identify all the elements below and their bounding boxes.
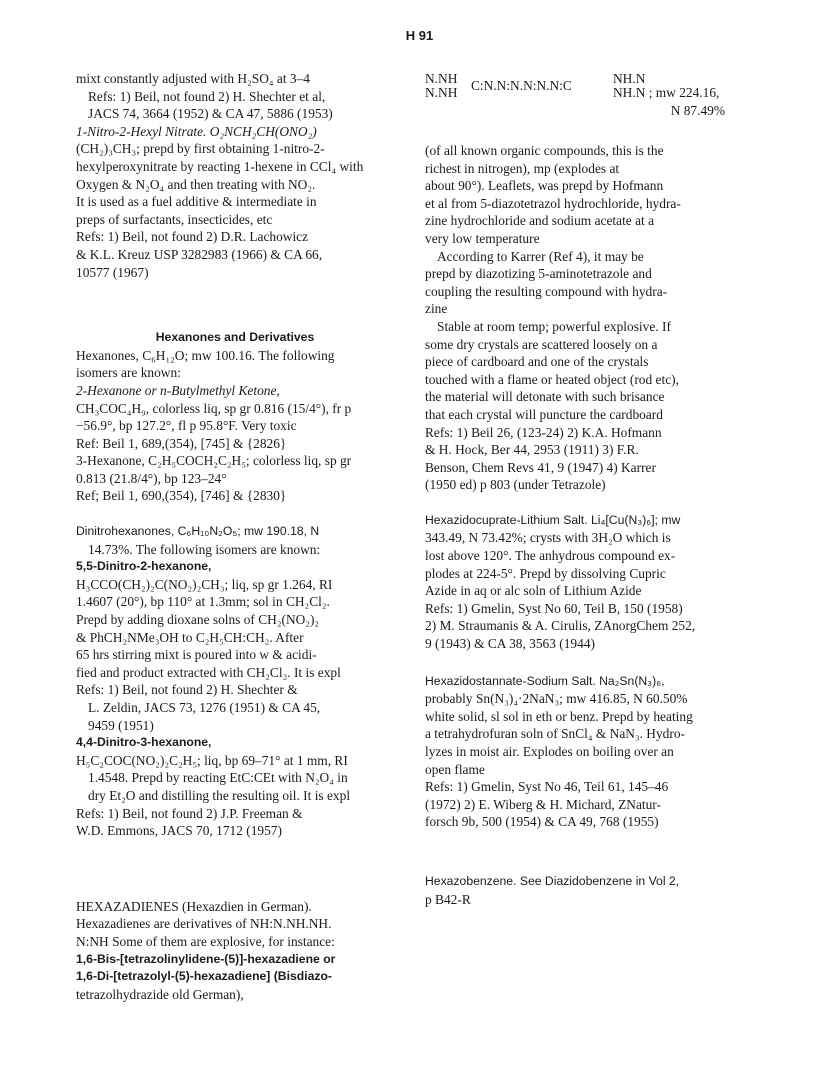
text-line: a tetrahydrofuran soln of SnCl₄ & NaN₃. Hydro- [425, 726, 685, 742]
text-line: Azide in aq or alc soln of Lithium Azide [425, 583, 642, 599]
text-line: & K.L. Kreuz USP 3282983 (1966) & CA 66, [76, 246, 323, 262]
text-line: W.D. Emmons, JACS 70, 1712 (1957) [76, 823, 282, 839]
text-line: 2-Hexanone or n-Butylmethyl Ketone, [76, 382, 280, 398]
text-line: the material will detonate with such brisance [425, 389, 665, 405]
text-line: 1,6-Di-[tetrazolyl-(5)-hexazadiene] (Bisdiazo- [76, 969, 332, 984]
text-line: isomers are known: [76, 365, 181, 381]
formula-left-top: N.NH [425, 71, 458, 86]
text-line: piece of cardboard and one of the crystals [425, 354, 649, 370]
text-line: Benson, Chem Revs 41, 9 (1947) 4) Karrer [425, 459, 656, 475]
text-line: zine hydrochloride and sodium acetate at a [425, 213, 655, 229]
text-line: & H. Hock, Ber 44, 2953 (1911) 3) F.R. [425, 442, 639, 458]
hexazidostannate-block [425, 673, 745, 831]
text-line: Refs: 1) Beil 26, (123-24) 2) K.A. Hofmann [425, 424, 662, 440]
text-line: 14.73%. The following isomers are known: [88, 541, 321, 557]
text-line: 1.4548. Prepd by reacting EtC:CEt with N₂O₄ in [88, 770, 348, 786]
hexanones-block [76, 347, 394, 505]
text-line: richest in nitrogen), mp (explodes at [425, 160, 620, 176]
section-heading-hexanones: Hexanones and Derivatives [155, 330, 315, 345]
text-line: plodes at 224-5°. Prepd by dissolving Cupric [425, 565, 666, 581]
text-line: 10577 (1967) [76, 264, 149, 280]
text-line: Ref; Beil 1, 690,(354), [746] & {2830} [76, 488, 287, 504]
right-column [425, 70, 745, 908]
page-number: H 91 [405, 28, 434, 43]
formula-right-bottom: NH.N ; mw 224.16, [613, 85, 720, 100]
formula-left-bottom: N.NH [425, 85, 458, 100]
text-line: tetrazolhydrazide old German), [76, 986, 244, 1002]
text-line: et al from 5-diazotetrazol hydrochloride, hydra- [425, 195, 681, 211]
text-line: Stable at room temp; powerful explosive. If [437, 318, 671, 334]
text-line: (1950 ed) p 803 (under Tetrazole) [425, 477, 606, 493]
text-line: very low temperature [425, 230, 540, 246]
text-line: mixt constantly adjusted with H₂SO₄ at 3–4 [76, 71, 310, 86]
text-line: (1972) 2) E. Wiberg & H. Michard, ZNatur- [425, 796, 661, 812]
text-line: Oxygen & N₂O₄ and then treating with NO₂. [76, 176, 316, 192]
text-line: 9 (1943) & CA 38, 3563 (1944) [425, 636, 595, 652]
text-line: lyzes in moist air. Explodes on boiling over an [425, 744, 674, 759]
text-line: about 90°). Leaflets, was prepd by Hofmann [425, 178, 664, 194]
text-line: H₃CCO(CH₂)₂C(NO₂)₂CH₃; liq, sp gr 1.264, RI [76, 576, 333, 592]
text-line: Hexanones, C₆H₁₂O; mw 100.16. The following [76, 347, 335, 363]
intro-block [76, 70, 394, 281]
text-line: N:NH Some of them are explosive, for instance: [76, 933, 335, 949]
hexazobenzene-block [425, 873, 745, 908]
text-line: coupling the resulting compound with hydra- [425, 283, 668, 299]
entry-heading-dinitrohexanones: Dinitrohexanones, C₆H₁₀N₂O₅; mw 190.18, N [76, 524, 320, 539]
entry-heading-hexazadienes: HEXAZADIENES (Hexazdien in German). [76, 898, 312, 914]
formula-nitrogen: N 87.49% [670, 103, 725, 118]
text-line: (of all known organic compounds, this is the [425, 143, 664, 158]
text-line: p B42-R [425, 891, 471, 907]
text-line: (CH₂)₃CH₃; prepd by first obtaining 1-nitro-2- [76, 141, 325, 157]
text-line: 65 hrs stirring mixt is poured into w & acidi- [76, 647, 317, 663]
text-line: & PhCH₂NMe₃OH to C₂H₅CH:CH₂. After [76, 629, 304, 645]
text-line: Hexazadienes are derivatives of NH:N.NH.NH. [76, 916, 332, 932]
text-line: 1,6-Bis-[tetrazolinylidene-(5)]-hexazadiene or [76, 951, 336, 966]
structural-formula [425, 70, 745, 122]
text-line: It is used as a fuel additive & intermediate in [76, 194, 317, 210]
text-line: lost above 120°. The anhydrous compound ex- [425, 548, 676, 564]
text-line: white solid, sl sol in eth or benz. Prepd by heating [425, 708, 693, 724]
text-line: 343.49, N 73.42%; crysts with 3H₂O which is [425, 530, 671, 546]
formula-right-top: NH.N [613, 71, 646, 86]
text-line: JACS 74, 3664 (1952) & CA 47, 5886 (1953) [88, 106, 333, 122]
text-line: zine [425, 301, 448, 317]
text-line: Refs: 1) Gmelin, Syst No 60, Teil B, 150 (1958) [425, 600, 683, 616]
text-line: 0.813 (21.8/4°), bp 123–24° [76, 470, 227, 486]
entry-heading-5-5-dinitro: 5,5-Dinitro-2-hexanone, [76, 559, 212, 574]
text-line: hexylperoxynitrate by reacting 1-hexene in CCl₄ with [76, 158, 364, 174]
text-line: 2) M. Straumanis & A. Cirulis, ZAnorgChem 252, [425, 618, 696, 634]
text-line: that each crystal will puncture the cardboard [425, 406, 663, 422]
text-line: CH₃COC₄H₉, colorless liq, sp gr 0.816 (15/4°), fr p [76, 400, 352, 416]
text-line: 3-Hexanone, C₂H₅COCH₂C₂H₅; colorless liq, sp gr [76, 453, 352, 469]
text-line: 1.4607 (20°), bp 110° at 1.3mm; sol in CH₂Cl₂. [76, 594, 330, 610]
entry-heading-hexazidostannate: Hexazidostannate-Sodium Salt. Na₂Sn(N₃)₆, [425, 673, 665, 688]
text-line: prepd by diazotizing 5-aminotetrazole and [425, 266, 652, 282]
text-line: dry Et₂O and distilling the resulting oil. It is expl [88, 787, 351, 803]
text-line: Refs: 1) Beil, not found 2) J.P. Freeman & [76, 805, 303, 821]
text-line: −56.9°, bp 127.2°, fl p 95.8°F. Very toxic [76, 418, 297, 434]
dinitrohexanones-block [76, 523, 394, 840]
text-line: Prepd by adding dioxane solns of CH₂(NO₂)₂ [76, 612, 320, 628]
left-column [76, 70, 394, 1003]
text-line: touched with a flame or heated object (rod etc), [425, 371, 679, 387]
entry-heading-4-4-dinitro: 4,4-Dinitro-3-hexanone, [76, 735, 212, 750]
text-line: forsch 9b, 500 (1954) & CA 49, 768 (1955) [425, 814, 659, 830]
text-line: H₅C₂COC(NO₂)₂C₂H₅; liq, bp 69–71° at 1 mm, RI [76, 752, 348, 768]
text-line: probably Sn(N₃)₄·2NaN₃; mw 416.85, N 60.50% [425, 691, 688, 707]
text-line: fied and product extracted with CH₂Cl₂. It is expl [76, 664, 341, 680]
text-line: Refs: 1) Beil, not found 2) H. Shechter et al, [88, 88, 326, 104]
text-line: Refs: 1) Gmelin, Syst No 46, Teil 61, 145–46 [425, 779, 669, 795]
text-line: open flame [425, 761, 485, 777]
text-line: Ref: Beil 1, 689,(354), [745] & {2826} [76, 435, 287, 451]
text-line: 9459 (1951) [88, 717, 154, 733]
text-line: 1-Nitro-2-Hexyl Nitrate. O₂NCH₂CH(ONO₂) [76, 123, 317, 139]
text-line: preps of surfactants, insecticides, etc [76, 211, 273, 227]
entry-heading-hexazidocuprate: Hexazidocuprate-Lithium Salt. Li₄[Cu(N₃)₆]; mw [425, 512, 681, 527]
text-line: L. Zeldin, JACS 73, 1276 (1951) & CA 45, [88, 700, 321, 715]
text-line: Refs: 1) Beil, not found 2) D.R. Lachowicz [76, 229, 309, 245]
text-line: Refs: 1) Beil, not found 2) H. Shechter & [76, 682, 298, 698]
hexazidocuprate-block [425, 512, 745, 653]
formula-middle: C:N.N:N.N:N.N:C [471, 78, 572, 93]
hexazadienes-block [76, 898, 394, 1004]
text-line: According to Karrer (Ref 4), it may be [437, 248, 644, 264]
entry-heading-hexazobenzene: Hexazobenzene. See Diazidobenzene in Vol 2, [425, 873, 680, 888]
text-line: some dry crystals are scattered loosely on a [425, 336, 658, 352]
formula-description [425, 142, 745, 494]
